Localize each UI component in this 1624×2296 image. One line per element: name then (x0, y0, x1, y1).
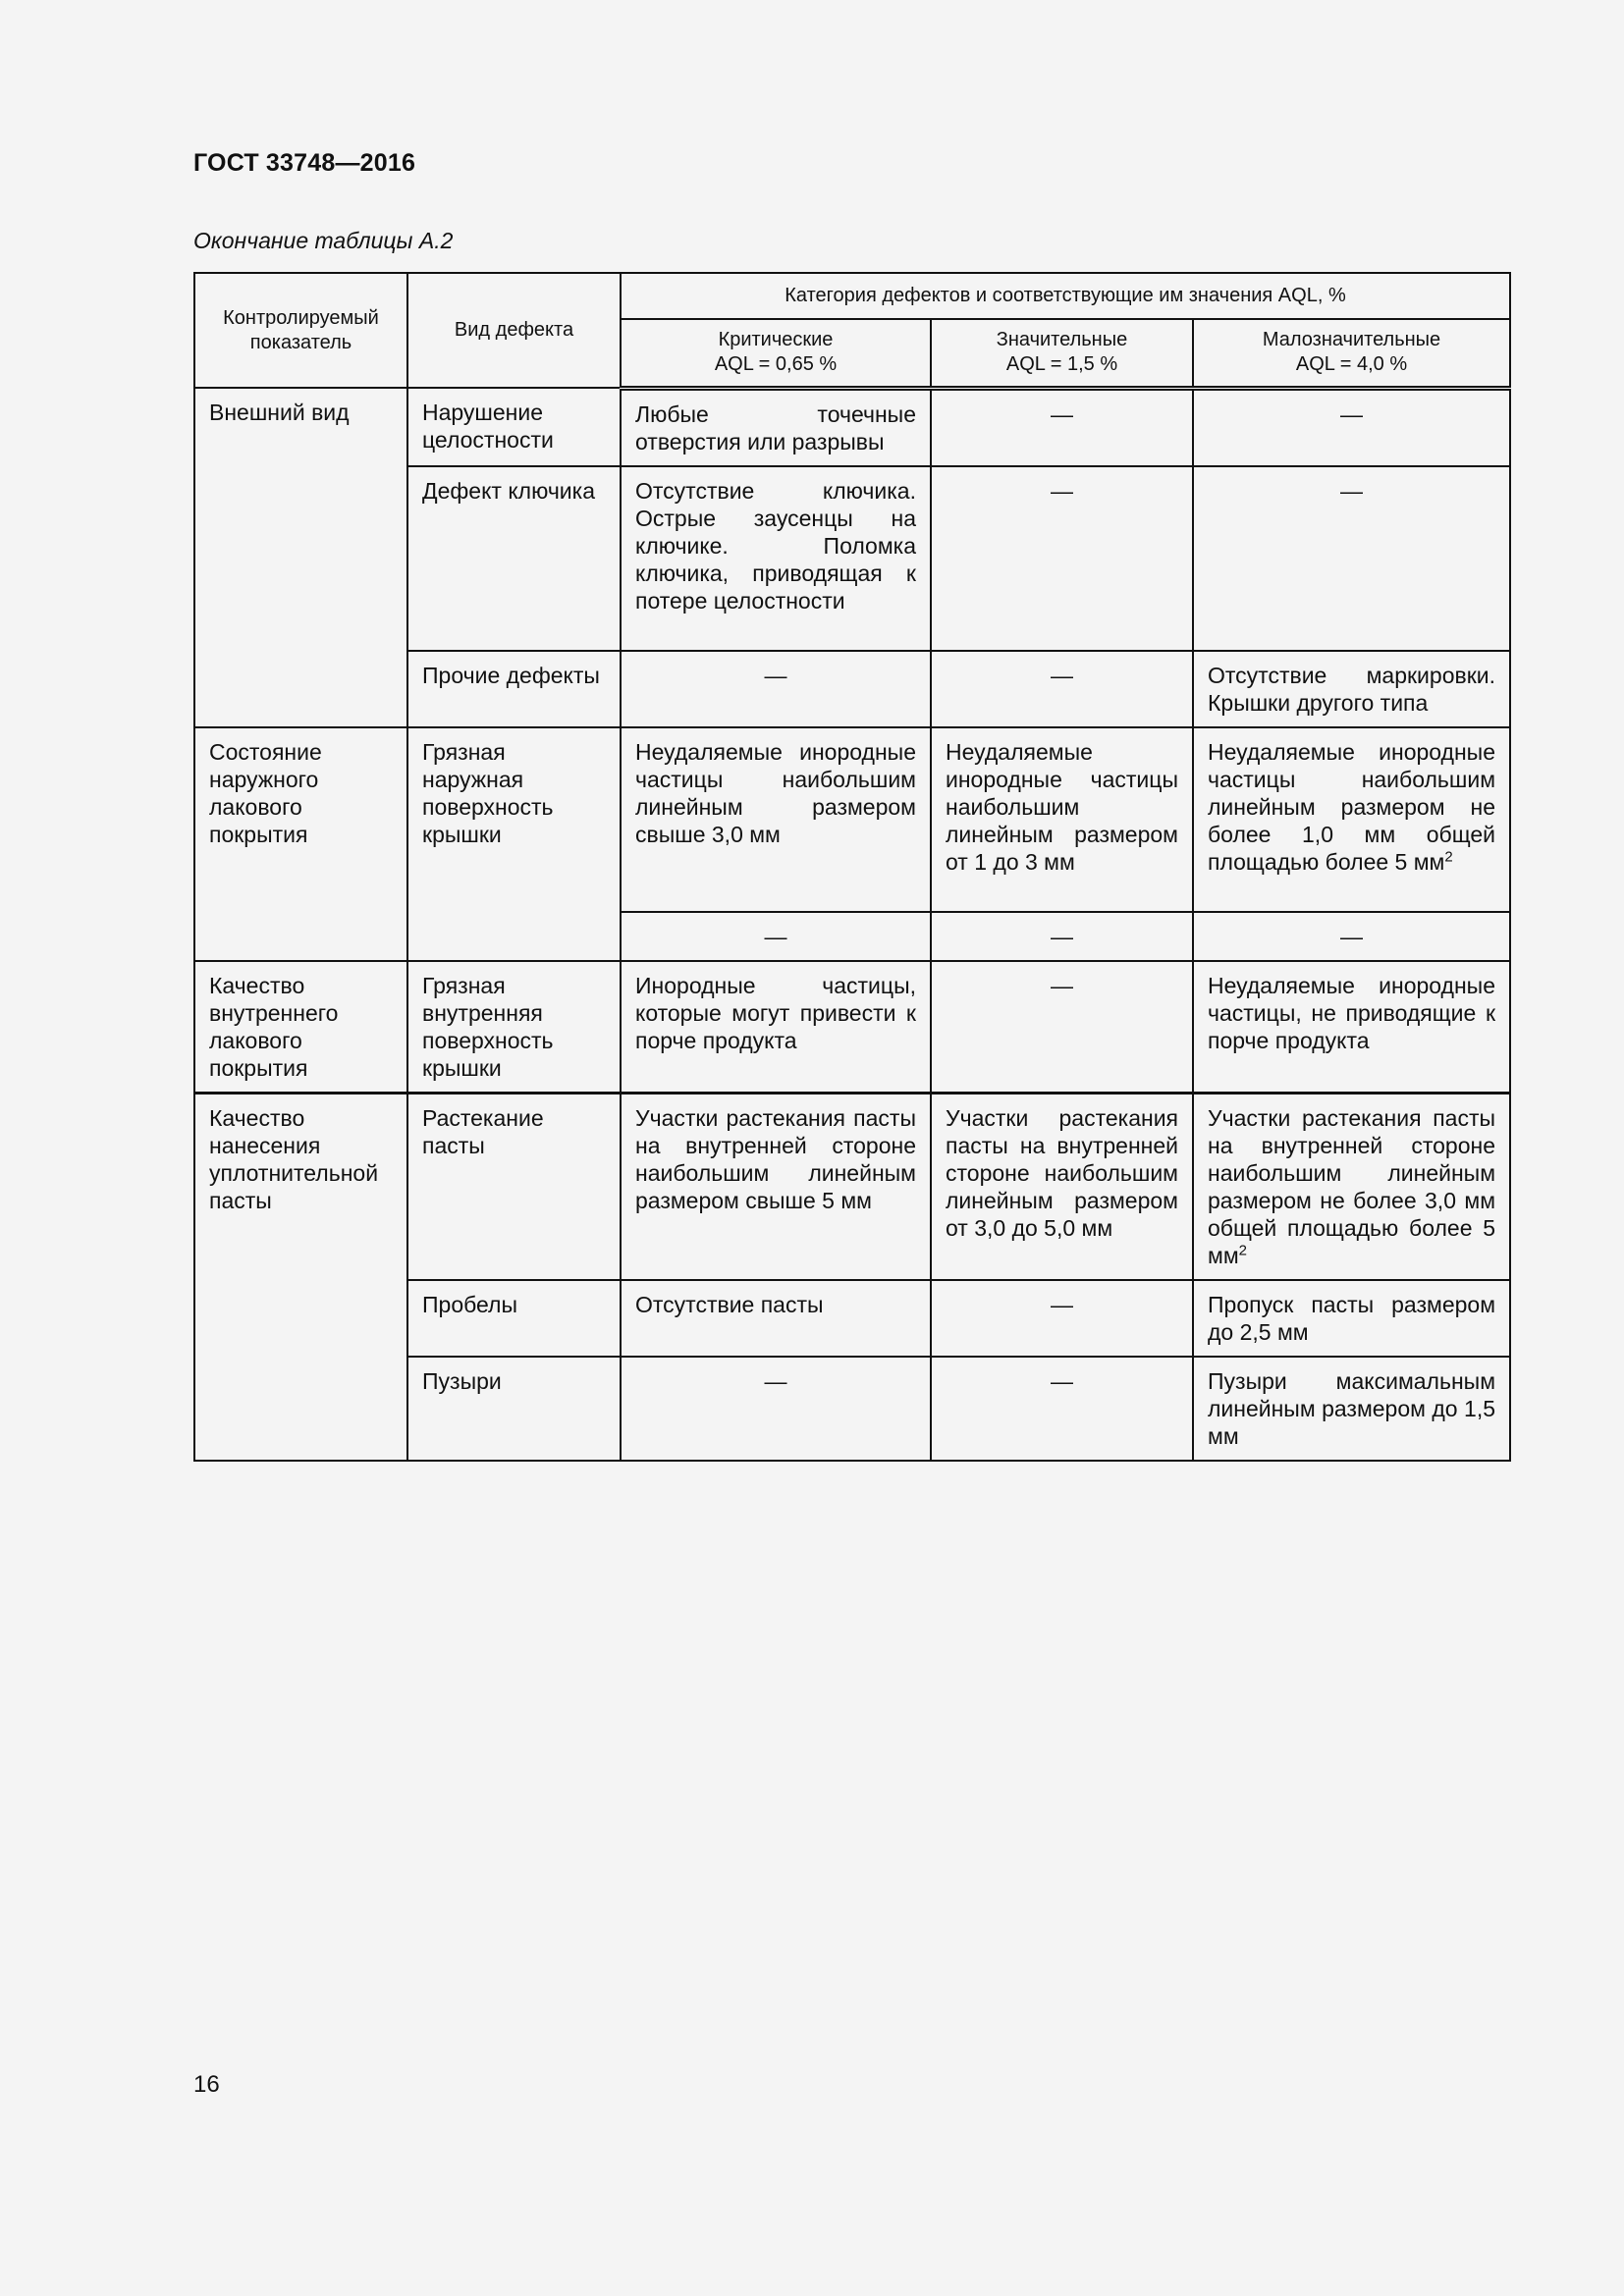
superscript: 2 (1444, 847, 1453, 865)
major-cell: Неудаляемые инородные частицы наибольшим линейным размером от 1 до 3 мм (931, 727, 1193, 912)
critical-cell: — (621, 912, 931, 961)
defect-cell: Нарушение целостности (407, 388, 621, 466)
major-cell: — (931, 651, 1193, 727)
table-row (194, 388, 1510, 466)
minor-cell: — (1193, 388, 1510, 466)
indicator-cell: Качество внутреннего лакового покрытия (194, 961, 407, 1094)
minor-cell: Пропуск пасты размером до 2,5 мм (1193, 1280, 1510, 1357)
header-minor (1193, 319, 1510, 388)
superscript: 2 (1238, 1241, 1247, 1258)
header-major-aql: AQL = 1,5 % (1005, 353, 1118, 376)
defect-cell: Растекание пасты (407, 1093, 621, 1280)
header-defect-type: Вид дефекта (407, 273, 621, 388)
header-critical (621, 319, 931, 388)
major-cell: Участки растекания пасты на внутренней стороне наибольшим линейным размером от 3,0 до 5,0 мм (931, 1093, 1193, 1280)
page-number: 16 (193, 2071, 220, 2098)
critical-cell: — (621, 651, 931, 727)
critical-cell: Отсутствие ключика. Острые заусенцы на ключике. Поломка ключика, приводящая к потере целостности (621, 466, 931, 651)
critical-cell: — (621, 1357, 931, 1461)
header-critical-aql: AQL = 0,65 % (714, 353, 838, 376)
header-indicator: Контролируемый показатель (194, 273, 407, 388)
critical-cell: Любые точечные отверстия или разрывы (621, 388, 931, 466)
minor-text: Неудаляемые инородные частицы наибольшим линейным размером не более 1,0 мм общей площадью более 5 мм (1208, 738, 1496, 875)
defect-cell: Грязная внутренняя поверхность крышки (407, 961, 621, 1094)
defect-cell: Грязная наружная поверхность крышки (407, 727, 621, 961)
major-cell: — (931, 388, 1193, 466)
major-cell: — (931, 961, 1193, 1094)
critical-cell: Участки растекания пасты на внутренней стороне наибольшим линейным размером свыше 5 мм (621, 1093, 931, 1280)
minor-cell: Неудаляемые инородные частицы, не приводящие к порче продукта (1193, 961, 1510, 1094)
minor-text: Участки растекания пасты на внутренней стороне наибольшим линейным размером не более 3,0 мм общей площадью более 5 мм (1208, 1104, 1496, 1268)
major-cell: — (931, 1357, 1193, 1461)
defect-cell: Дефект ключика (407, 466, 621, 651)
header-major (931, 319, 1193, 388)
minor-cell: Отсутствие маркировки. Крышки другого типа (1193, 651, 1510, 727)
critical-cell: Неудаляемые инородные частицы наибольшим линейным размером свыше 3,0 мм (621, 727, 931, 912)
minor-cell: — (1193, 912, 1510, 961)
major-cell: — (931, 466, 1193, 651)
indicator-cell: Состояние наружного лакового покрытия (194, 727, 407, 961)
critical-cell: Отсутствие пасты (621, 1280, 931, 1357)
major-cell: — (931, 912, 1193, 961)
header-row-1 (194, 273, 1510, 319)
minor-cell: — (1193, 466, 1510, 651)
defect-cell: Пузыри (407, 1357, 621, 1461)
defects-table (193, 272, 1511, 1462)
critical-cell: Инородные частицы, которые могут привести к порче продукта (621, 961, 931, 1094)
header-aql-group: Категория дефектов и соответствующие им значения AQL, % (621, 273, 1510, 319)
defect-cell: Прочие дефекты (407, 651, 621, 727)
table-caption: Окончание таблицы А.2 (193, 228, 454, 253)
table-row (194, 727, 1510, 912)
header-major-name: Значительные (996, 329, 1128, 351)
major-cell: — (931, 1280, 1193, 1357)
header-critical-name: Критические (718, 329, 834, 351)
minor-cell (1193, 727, 1510, 912)
document-code: ГОСТ 33748—2016 (193, 149, 416, 177)
table-row (194, 961, 1510, 1094)
defect-cell: Пробелы (407, 1280, 621, 1357)
indicator-cell: Внешний вид (194, 388, 407, 727)
minor-cell (1193, 1093, 1510, 1280)
minor-cell: Пузыри максимальным линейным размером до 1,5 мм (1193, 1357, 1510, 1461)
indicator-cell: Качество нанесения уплотнительной пасты (194, 1093, 407, 1461)
header-minor-name: Малозначительные (1262, 329, 1441, 351)
table-row (194, 1093, 1510, 1280)
header-minor-aql: AQL = 4,0 % (1295, 353, 1408, 376)
